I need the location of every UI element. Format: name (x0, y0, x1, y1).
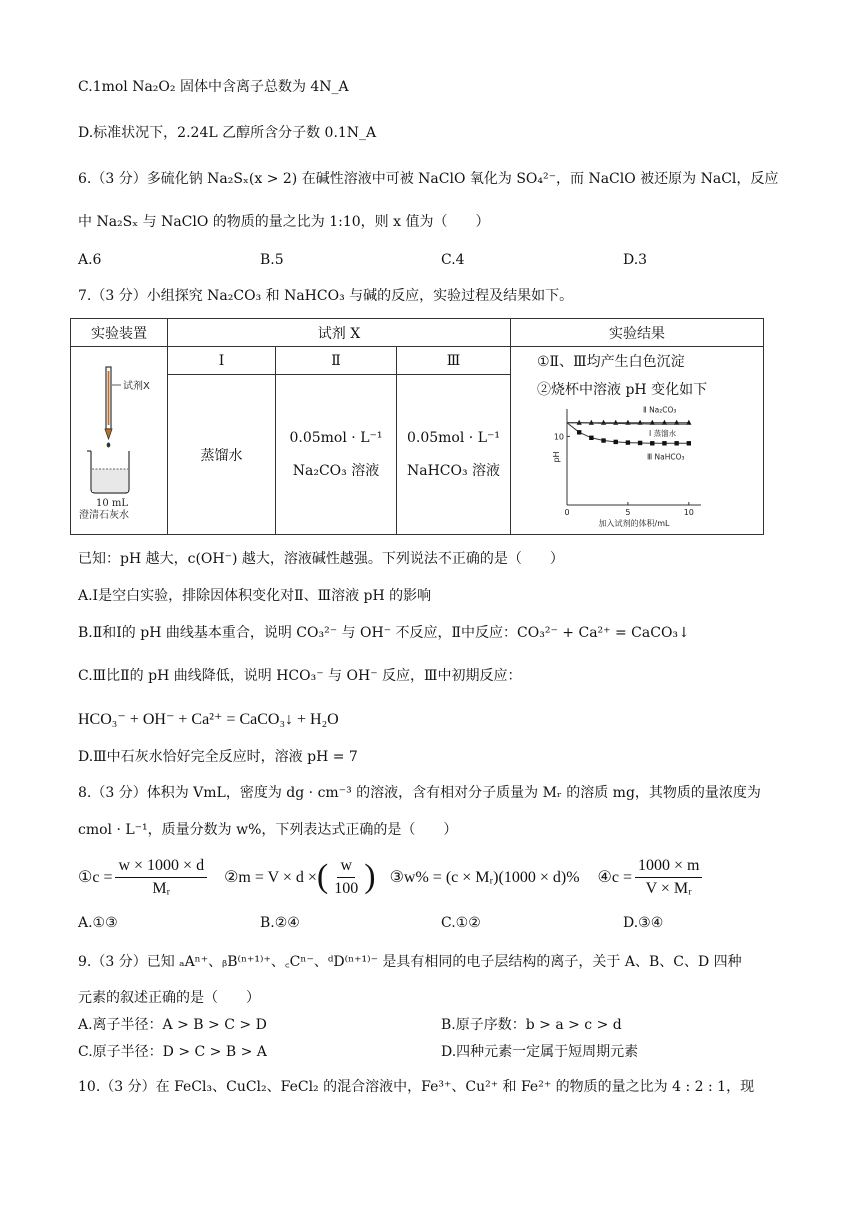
series-label: Ⅲ NaHCO₃ (647, 452, 685, 462)
reagent-iii (397, 375, 511, 535)
data-point-square (626, 440, 630, 444)
q9-option-d: D.四种元素一定属于短周期元素 (441, 1044, 639, 1060)
q7-option-a: A.Ⅰ是空白实验，排除因体积变化对Ⅱ、Ⅲ溶液 pH 的影响 (78, 588, 432, 604)
q6-stem-line1: 6.（3 分）多硫化钠 Na₂Sₓ(x > 2) 在碱性溶液中可被 NaClO 氧化为 SO₄²⁻，而 NaClO 被还原为 NaCl，反应 (78, 171, 779, 187)
result-cell (511, 347, 764, 535)
q6-option-b: B.5 (260, 252, 284, 268)
q6-option-a: A.6 (78, 252, 102, 268)
reagent-i-text: 蒸馏水 (200, 447, 243, 464)
data-point-square (614, 440, 618, 444)
expr4-numerator: 1000 × m (635, 857, 702, 878)
ph-chart (531, 401, 711, 527)
x-tick-label: 10 (683, 508, 694, 517)
expr2-fraction (331, 857, 361, 898)
expr2-lhs: ②m = V × d × (224, 869, 317, 886)
expr1-fraction (115, 857, 207, 898)
q7-option-c: C.Ⅲ比Ⅱ的 pH 曲线降低，说明 HCO₃⁻ 与 OH⁻ 反应，Ⅲ中初期反应： (78, 668, 522, 684)
data-point-square (674, 441, 678, 445)
q8-option-d: D.③④ (623, 915, 664, 931)
series-label: Ⅰ 蒸馏水 (649, 429, 677, 439)
data-point-square (589, 436, 593, 440)
q8-option-a: A.①③ (78, 915, 118, 931)
x-axis-label: 加入试剂的体积/mL (598, 519, 670, 527)
q10-stem-line1: 10.（3 分）在 FeCl₃、CuCl₂、FeCl₂ 的混合溶液中，Fe³⁺、Cu²⁺ 和 Fe²⁺ 的物质的量之比为 4 : 2 : 1，现 (78, 1079, 755, 1095)
x-tick-label: 0 (564, 508, 570, 517)
expr2-denominator: 100 (334, 879, 359, 897)
q5-option-d: D.标准状况下，2.24L 乙醇所含分子数 0.1N_A (78, 125, 377, 141)
data-point-square (601, 438, 605, 442)
q9-option-c: C.原子半径：D > C > B > A (78, 1044, 267, 1060)
q8-stem-line2: cmol · L⁻¹，质量分数为 w%，下列表达式正确的是（ ） (78, 822, 458, 838)
q7-known: 已知：pH 越大，c(OH⁻) 越大，溶液碱性越强。下列说法不正确的是（ ） (78, 551, 564, 567)
y-axis-label: pH (552, 451, 561, 463)
col-iii: Ⅲ (397, 347, 511, 375)
q9-stem-line1: 9.（3 分）已知 ₐAⁿ⁺、ᵦB⁽ⁿ⁺¹⁾⁺、꜀Cⁿ⁻、ᵈD⁽ⁿ⁺¹⁾⁻ 是具有相同的电子层结构的离子，关于 A、B、C、D 四种 (78, 954, 742, 970)
q5-option-c: C.1mol Na₂O₂ 固体中含离子总数为 4N_A (78, 79, 349, 95)
q7-option-c-equation: HCO₃⁻ + OH⁻ + Ca²⁺ = CaCO₃↓ + H₂O (78, 711, 339, 728)
q7-option-d: D.Ⅲ中石灰水恰好完全反应时，溶液 pH = 7 (78, 749, 358, 765)
q8-expressions: ①c = $\frac{w \times 1000 \times d}{\text{Mᵣ}}$ ②m = V × d × ( $\frac{w}{100}$ ) ③w% = (c × Mᵣ)(1000 × d)% ④c = $\frac{1000 \times m}{\text{V × Mᵣ}}$ (78, 852, 705, 902)
series-label: Ⅱ Na₂CO₃ (643, 405, 677, 415)
expr4-fraction (635, 857, 702, 898)
data-point-square (650, 441, 654, 445)
expr4-lhs: ④c = (597, 869, 632, 886)
expr4-denominator: V × Mᵣ (645, 879, 692, 897)
q9-option-b: B.原子序数：b > a > c > d (441, 1017, 622, 1033)
header-result: 实验结果 (511, 319, 764, 347)
reagent-i (168, 375, 276, 535)
q8-option-c: C.①② (441, 915, 481, 931)
data-point-square (638, 441, 642, 445)
apparatus-diagram (73, 359, 165, 519)
expr1-numerator: w × 1000 × d (115, 857, 207, 878)
reagent-ii (276, 375, 397, 535)
q9-stem-line2: 元素的叙述正确的是（ ） (78, 990, 260, 1006)
x-tick-label: 5 (625, 508, 631, 517)
header-reagent: 试剂 X (168, 319, 511, 347)
q8-option-b: B.②④ (260, 915, 300, 931)
col-i: Ⅰ (168, 347, 276, 375)
q7-option-b: B.Ⅱ和Ⅰ的 pH 曲线基本重合，说明 CO₃²⁻ 与 OH⁻ 不反应，Ⅱ中反应：CO₃²⁻ + Ca²⁺ = CaCO₃↓ (78, 625, 690, 641)
apparatus-label-x: 试剂X (123, 380, 150, 392)
q7-stem: 7.（3 分）小组探究 Na₂CO₃ 和 NaHCO₃ 与碱的反应，实验过程及结果如下。 (78, 288, 574, 304)
expr3: ③w% = (c × Mᵣ)(1000 × d)% (389, 869, 580, 886)
reagent-iii-conc: 0.05mol · L⁻¹ (406, 429, 500, 446)
expr1-denominator: Mᵣ (152, 879, 171, 897)
data-point-square (577, 430, 581, 434)
apparatus-label-vol: 10 mL (96, 497, 129, 509)
reagent-ii-name: Na₂CO₃ 溶液 (292, 462, 380, 479)
col-ii: Ⅱ (276, 347, 397, 375)
data-point-square (687, 441, 691, 445)
experiment-table (70, 318, 764, 535)
data-point-square (662, 441, 666, 445)
reagent-iii-name: NaHCO₃ 溶液 (406, 462, 501, 479)
apparatus-cell (71, 347, 168, 535)
y-tick-label: 10 (553, 432, 564, 442)
q6-stem-line2: 中 Na₂Sₓ 与 NaClO 的物质的量之比为 1:10，则 x 值为（ ） (78, 214, 490, 230)
q6-option-d: D.3 (623, 252, 648, 268)
header-apparatus: 实验装置 (71, 319, 168, 347)
expr2-numerator: w (337, 857, 355, 878)
result-line1: ①Ⅱ、Ⅲ均产生白色沉淀 (537, 354, 685, 370)
q8-stem-line1: 8.（3 分）体积为 VmL，密度为 dg · cm⁻³ 的溶液，含有相对分子质量为 Mᵣ 的溶质 mg，其物质的量浓度为 (78, 785, 761, 801)
apparatus-label-solution: 澄清石灰水 (79, 509, 129, 519)
result-line2: ②烧杯中溶液 pH 变化如下 (537, 382, 708, 398)
expr1-lhs: ①c = (78, 869, 113, 886)
q9-option-a: A.离子半径：A > B > C > D (78, 1017, 267, 1033)
q6-option-c: C.4 (441, 252, 465, 268)
reagent-ii-conc: 0.05mol · L⁻¹ (289, 429, 383, 446)
